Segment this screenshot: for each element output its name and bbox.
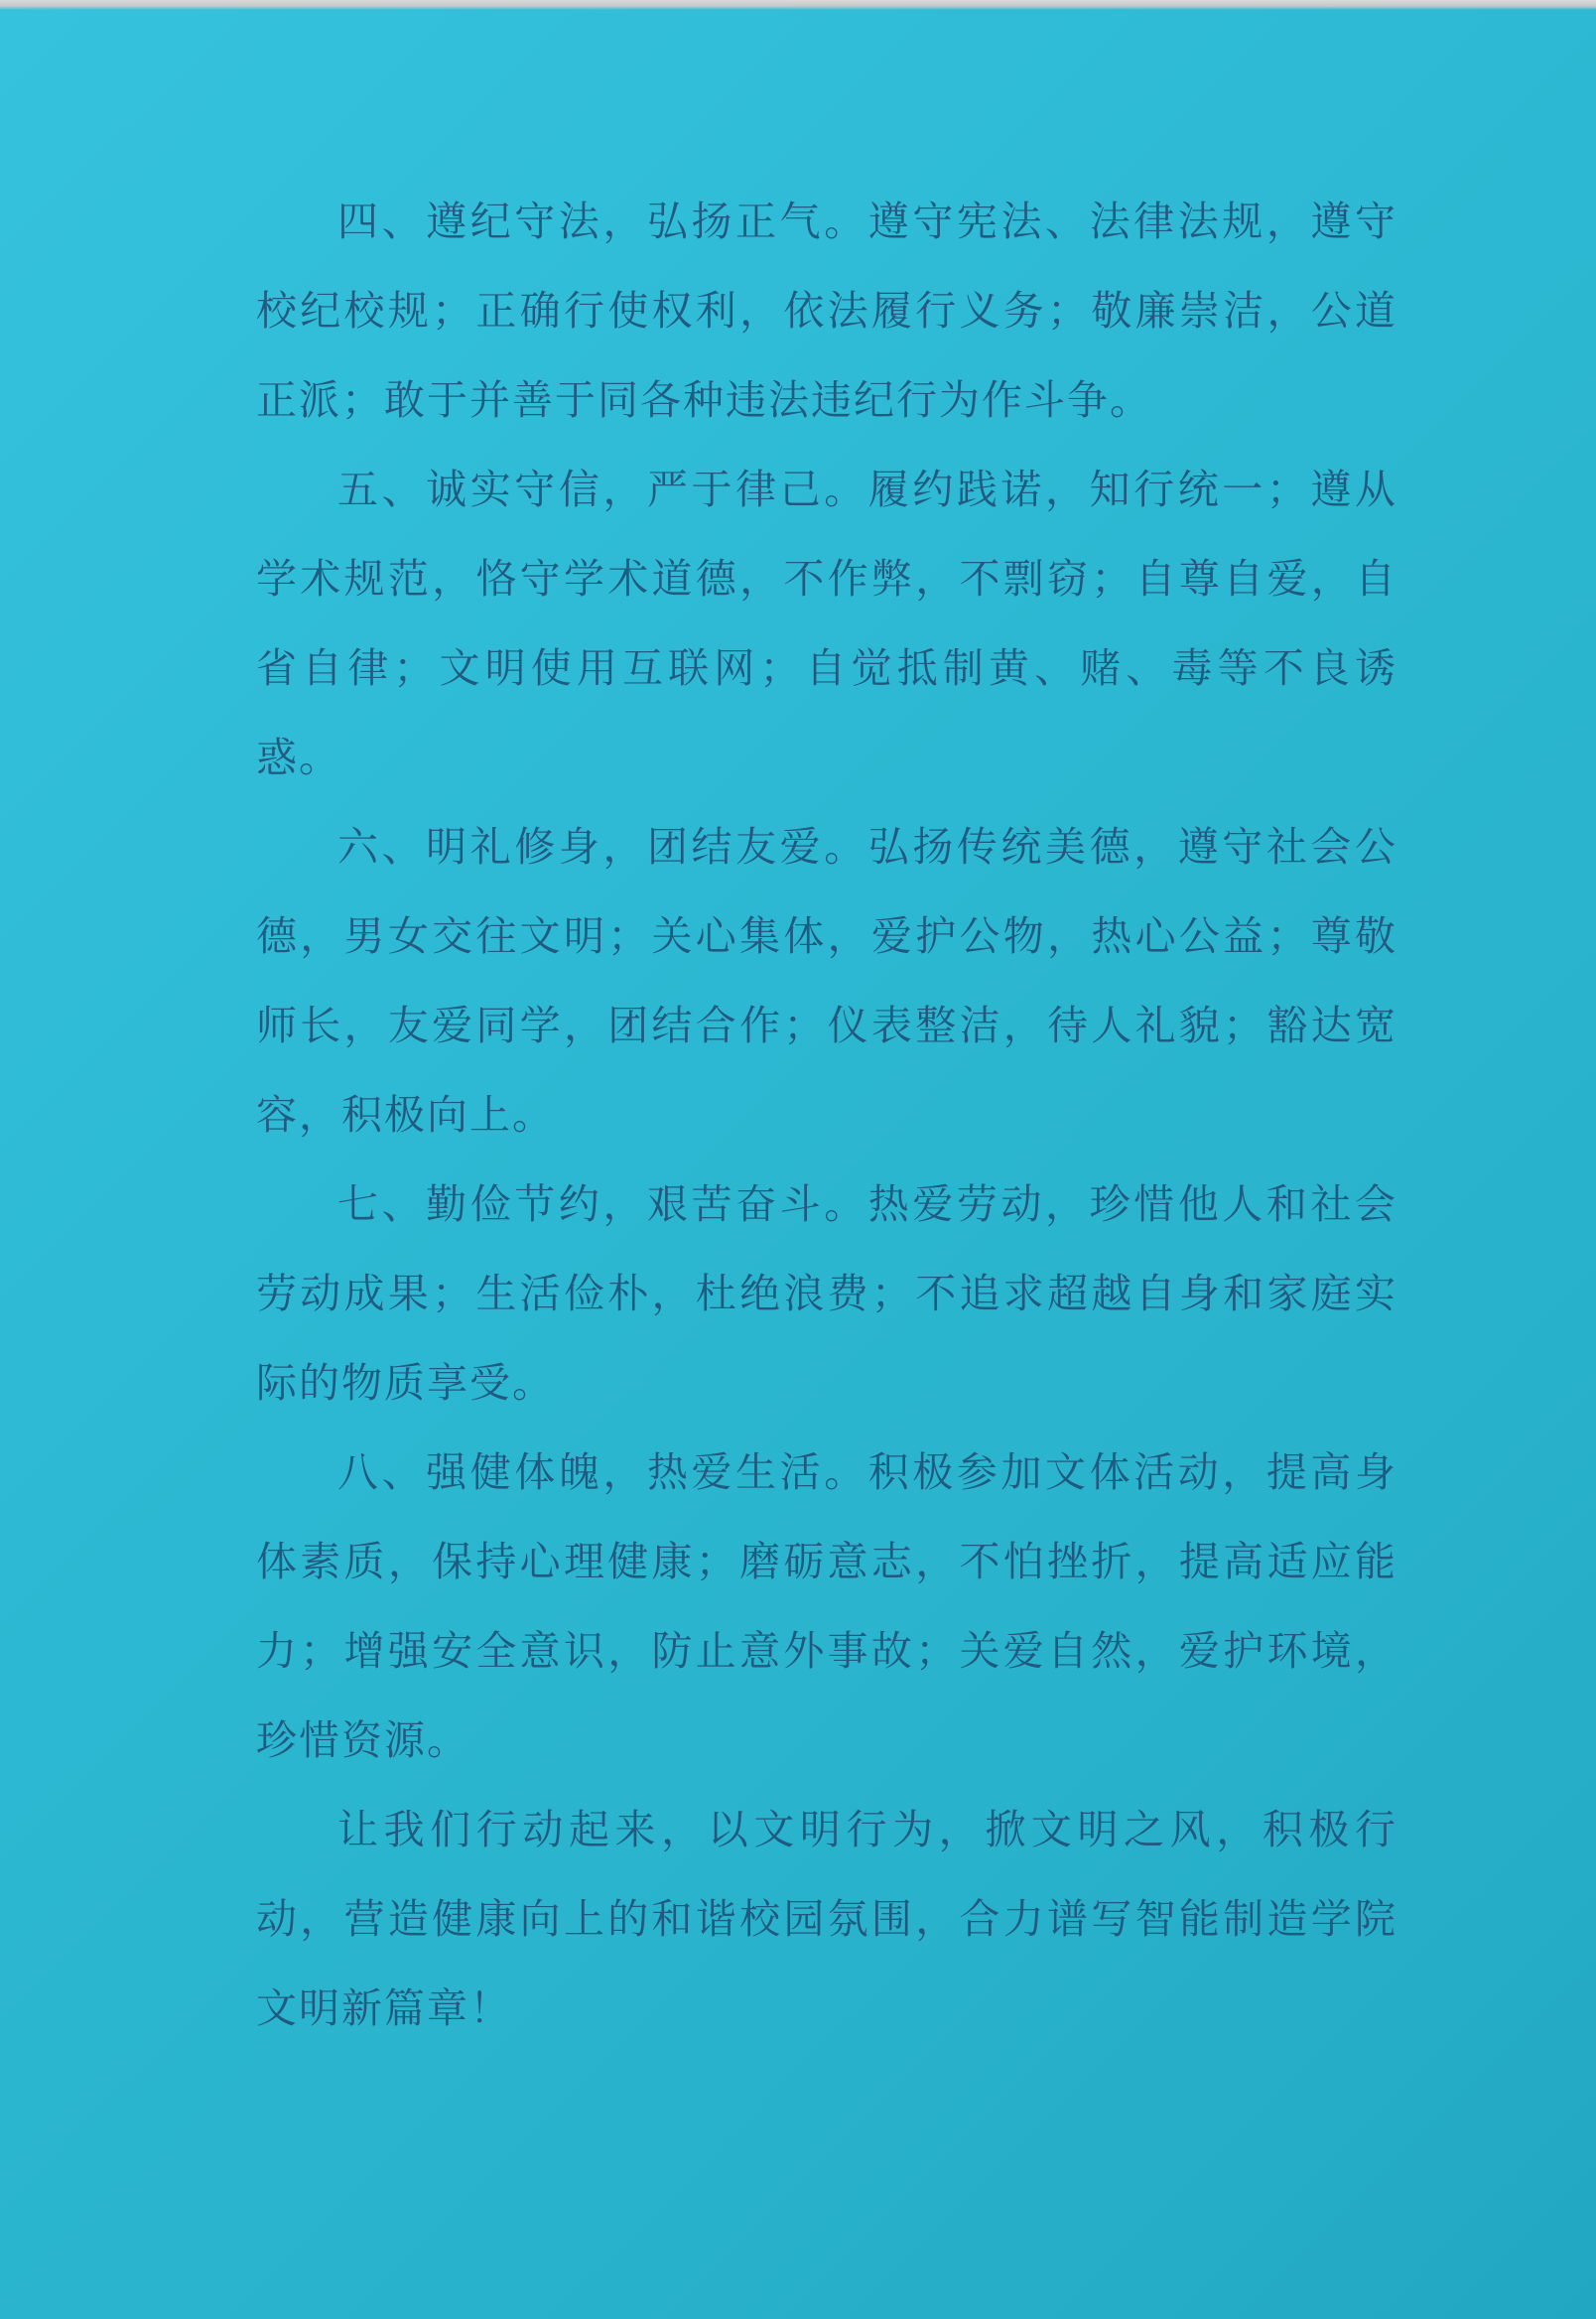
paragraph-6: 六、明礼修身，团结友爱。弘扬传统美德，遵守社会公德，男女交往文明；关心集体，爱护公物，热心公益；尊敬师长，友爱同学，团结合作；仪表整洁，待人礼貌；豁达宽容，积极向上。 bbox=[256, 823, 1397, 1139]
closing-paragraph: 让我们行动起来，以文明行为，掀文明之风，积极行动，营造健康向上的和谐校园氛围，合力谱写智能制造学院文明新篇章！ bbox=[256, 1806, 1397, 2032]
paper-top-edge bbox=[0, 0, 1596, 10]
document-body bbox=[256, 177, 1397, 2053]
paragraph-5: 五、诚实守信，严于律己。履约践诺，知行统一；遵从学术规范，恪守学术道德，不作弊，不剽窃；自尊自爱，自省自律；文明使用互联网；自觉抵制黄、赌、毒等不良诱惑。 bbox=[256, 466, 1397, 781]
paragraph-7: 七、勤俭节约，艰苦奋斗。热爱劳动，珍惜他人和社会劳动成果；生活俭朴，杜绝浪费；不追求超越自身和家庭实际的物质享受。 bbox=[256, 1180, 1397, 1407]
paragraph-4: 四、遵纪守法，弘扬正气。遵守宪法、法律法规，遵守校纪校规；正确行使权利，依法履行义务；敬廉崇洁，公道正派；敢于并善于同各种违法违纪行为作斗争。 bbox=[256, 198, 1397, 424]
paragraph-8: 八、强健体魄，热爱生活。积极参加文体活动，提高身体素质，保持心理健康；磨砺意志，不怕挫折，提高适应能力；增强安全意识，防止意外事故；关爱自然，爱护环境，珍惜资源。 bbox=[256, 1448, 1397, 1764]
